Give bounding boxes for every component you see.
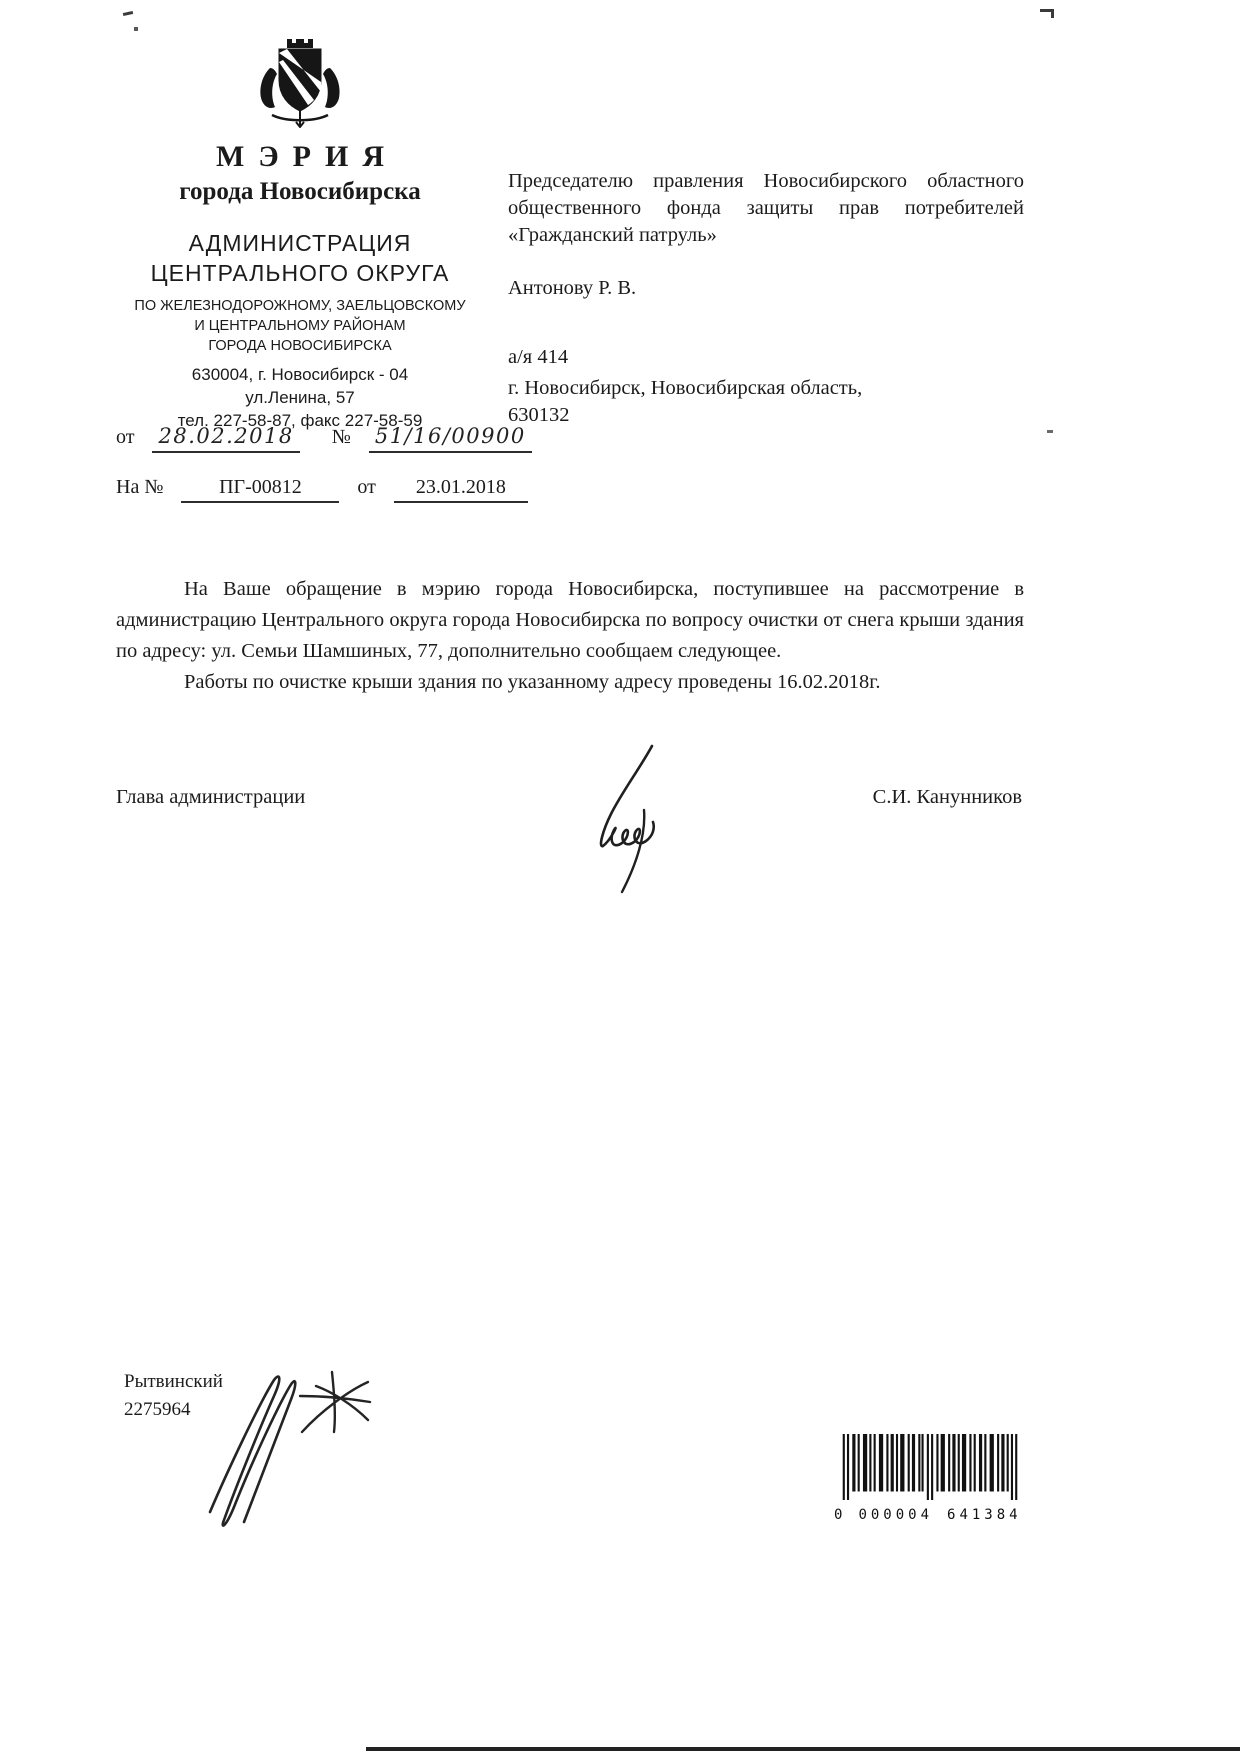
postal-line: 630004, г. Новосибирск - 04	[191, 365, 409, 384]
phone-line: тел. 227-58-87, факс 227-58-59	[177, 411, 423, 430]
coat-of-arms-icon	[252, 36, 348, 128]
reply-date-field	[394, 476, 528, 503]
recipient-title: Председателю правления Новосибирского областного общественного фонда защиты прав потребителей «Гражданский патруль»	[508, 170, 1024, 246]
scan-artifact	[1047, 430, 1053, 433]
barcode-digits-group2: 641384	[947, 1507, 1022, 1523]
executor-signature-icon	[182, 1362, 392, 1532]
date-label: от	[116, 426, 135, 448]
reply-reference-line	[116, 476, 528, 503]
signature-icon	[556, 740, 706, 900]
reply-date-label: от	[357, 476, 376, 498]
org-name-line2: города Новосибирска	[179, 178, 421, 205]
letter-body	[116, 574, 1024, 698]
recipient-block	[508, 168, 1024, 429]
body-paragraph-1: На Ваше обращение в мэрию города Новосибирска, поступившее на рассмотрение в администрацию Центрального округа города Новосибирска по вопросу очистки от снега крыши здания по адресу: ул. Семьи Шамшиных, 77, дополнительно сообщаем следующее.	[116, 578, 1024, 662]
recipient-address: г. Новосибирск, Новосибирская область, 630132	[508, 377, 863, 426]
scan-edge-line	[366, 1747, 1240, 1751]
executor-phone: 2275964	[124, 1399, 191, 1420]
outgoing-date-field	[152, 424, 299, 453]
handwritten-date: 28.02.2018	[158, 424, 294, 448]
barcode-bars-icon	[836, 1434, 1024, 1500]
outgoing-reference-line	[116, 424, 532, 453]
scan-artifact	[123, 11, 133, 16]
barcode-digit-left: 0	[834, 1507, 843, 1523]
division-line1: АДМИНИСТРАЦИЯ	[188, 230, 412, 256]
handwritten-number: 51/16/00900	[374, 424, 526, 448]
barcode-digits-group1: 000004	[858, 1507, 934, 1523]
reply-date: 23.01.2018	[415, 476, 506, 498]
number-label: №	[331, 426, 351, 448]
body-paragraph-2: Работы по очистке крыши здания по указанному адресу проведены 16.02.2018г.	[184, 671, 881, 693]
barcode-digits	[836, 1507, 1024, 1523]
signer-position: Глава администрации	[116, 786, 306, 808]
barcode	[836, 1434, 1024, 1523]
coverage-line1: ПО ЖЕЛЕЗНОДОРОЖНОМУ, ЗАЕЛЬЦОВСКОМУ	[134, 298, 466, 314]
signer-name: С.И. Канунников	[872, 786, 1022, 808]
division-line2: ЦЕНТРАЛЬНОГО ОКРУГА	[150, 260, 450, 286]
executor-name: Рытвинский	[124, 1371, 223, 1392]
coverage-line2: И ЦЕНТРАЛЬНОМУ РАЙОНАМ	[194, 318, 406, 334]
scan-artifact	[134, 27, 138, 31]
recipient-name: Антонову Р. В.	[508, 277, 637, 299]
recipient-po-box: а/я 414	[508, 346, 569, 368]
letterhead	[100, 36, 500, 432]
coverage-line3: ГОРОДА НОВОСИБИРСКА	[208, 338, 392, 354]
reply-number: ПГ-00812	[219, 476, 302, 498]
reply-label: На №	[116, 476, 164, 498]
reply-number-field	[181, 476, 339, 503]
org-name-line1: МЭРИЯ	[216, 140, 398, 173]
street-line: ул.Ленина, 57	[245, 388, 355, 407]
scan-artifact	[1051, 9, 1054, 18]
